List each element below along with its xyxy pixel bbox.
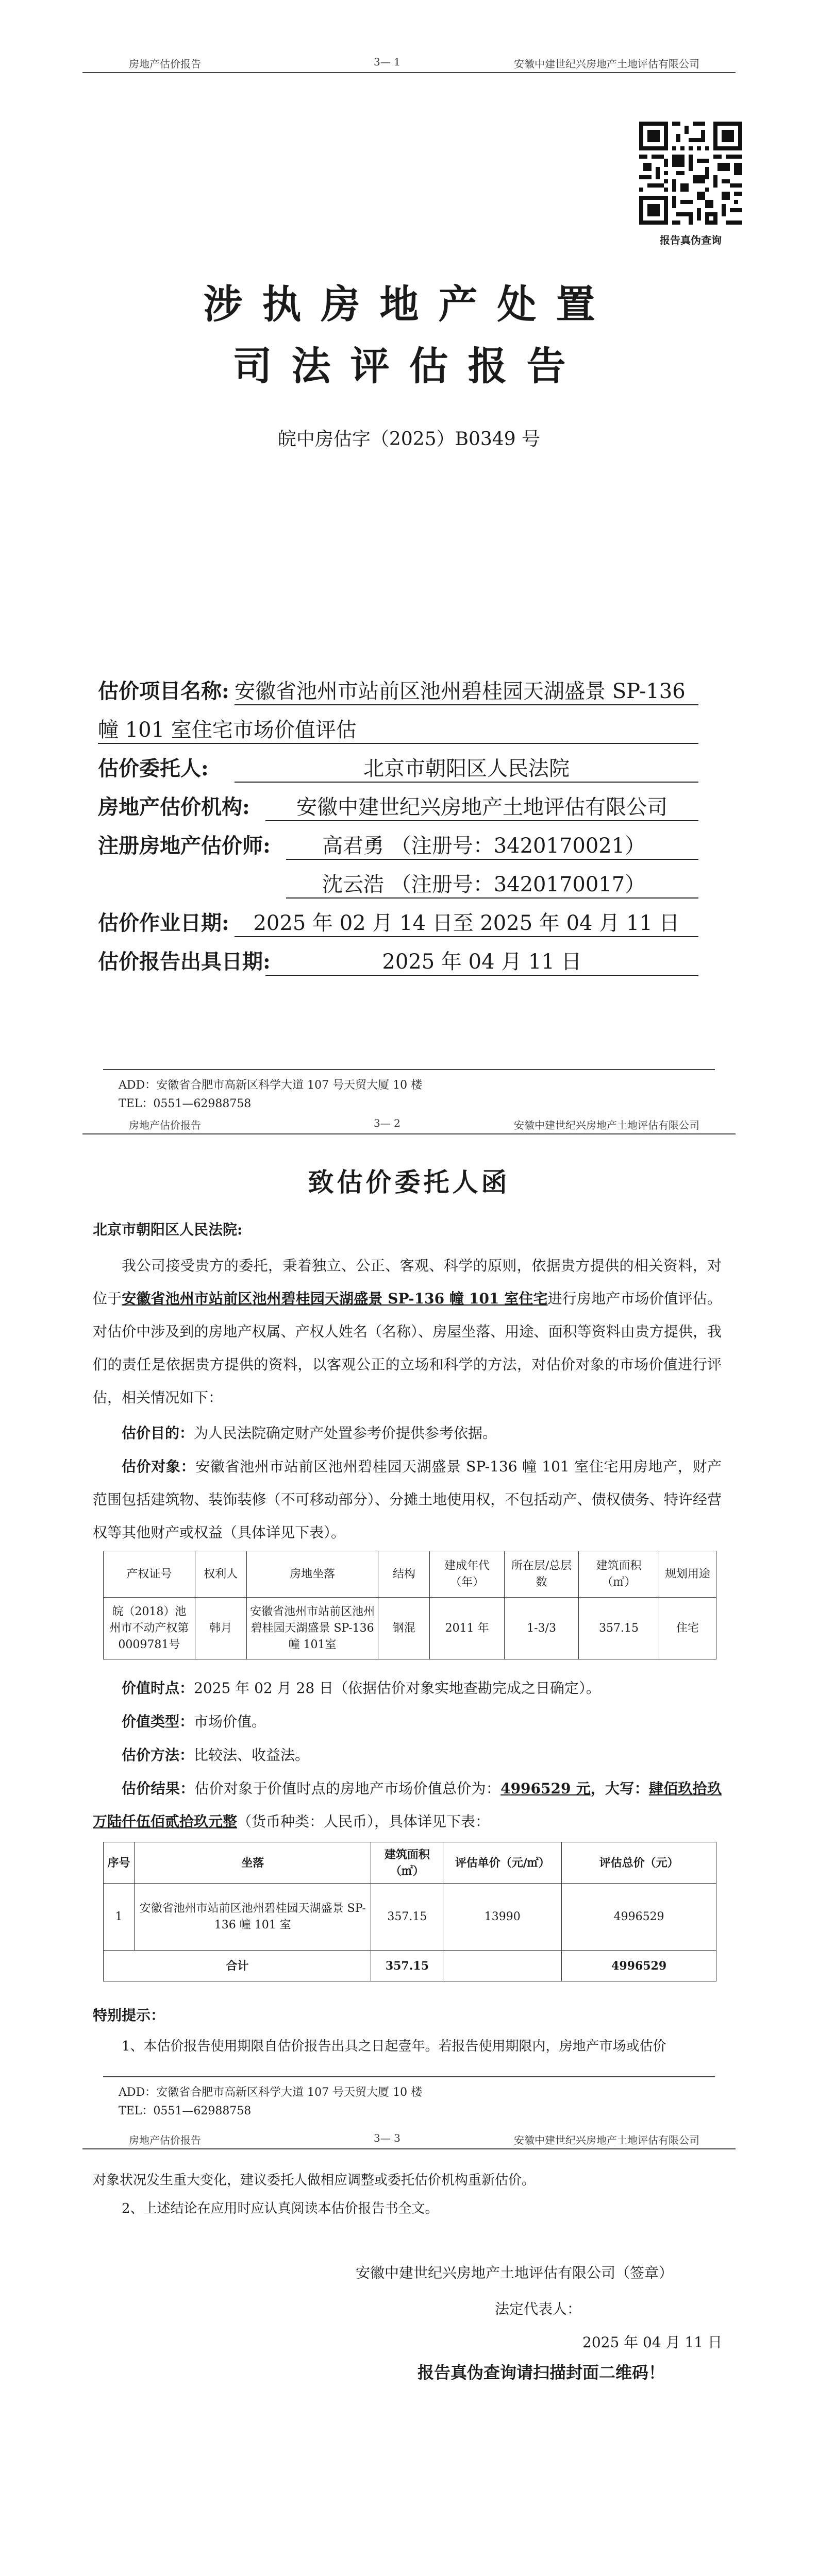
cell-located: 安徽省池州市站前区池州碧桂园天湖盛景 SP-136 幢 101 室 [134,1884,371,1951]
tips-label-text: 特别提示： [93,2007,165,2024]
issue-date-label: 估价报告出具日期: [98,950,271,974]
value-type-label: 价值类型： [122,1713,194,1730]
value-time-label: 价值时点： [122,1680,194,1697]
report-number: 皖中房估字（2025）B0349 号 [277,429,541,450]
addressee-text: 北京市朝阳区人民法院: [93,1221,243,1238]
total-value: 4996529 [562,1951,716,1981]
result-tail: （货币种类：人民币），具体详见下表： [237,1813,490,1830]
th-structure: 结构 [378,1551,430,1598]
issue-date-value [265,945,698,976]
total-label: 合计 [104,1951,371,1981]
th-floor: 所在层/总层数 [504,1551,578,1598]
value-time-value: 2025 年 02 月 28 日（依据估价对象实地查勘完成之日确定）。 [194,1680,601,1697]
project-value-line1: 安徽省池州市站前区池州碧桂园天湖盛景 SP-136 [235,675,698,705]
footer-tel: TEL：0551—62988758 [119,2105,252,2117]
tip-1-cont-text: 对象状况发生重大变化，建议委托人做相应调整或委托估价机构重新估价。 [93,2173,536,2188]
addressee [93,1213,722,1246]
cover-page [0,0,818,1110]
valuation-table-header [104,1842,716,1884]
th-seq: 序号 [104,1842,135,1884]
running-header [0,52,818,72]
property-table [103,1551,716,1659]
intro-text: 我公司接受贵方的委托，秉着独立、公正、客观、科学的原则，依据贵方提供的相关资料，对位于 [93,1257,722,1307]
valuation-table [103,1842,716,1981]
tips-label [93,1999,722,2032]
intro-paragraph [93,1249,722,1414]
project-value-line2: 幢 101 室住宅市场价值评估 [98,714,698,744]
work-date-value [235,907,698,937]
cell-year: 2011 年 [430,1598,504,1659]
sign-representative: 法定代表人： [495,2300,582,2317]
appraiser-label: 注册房地产估价师: [98,834,271,858]
client-value-text: 北京市朝阳区人民法院 [363,757,570,781]
table-row [104,1598,716,1659]
cover-title-line1: 涉执房地产处置 [203,281,615,327]
method-line [93,1739,722,1772]
object-label: 估价对象： [122,1458,196,1475]
result-upper: 肆佰玖拾玖万陆仟伍佰贰拾玖元整 [93,1780,722,1830]
header-rule [82,72,736,73]
appraiser-1 [286,829,698,860]
th-total-price: 评估总价（元） [562,1842,716,1884]
value-time-line [93,1672,722,1705]
table-row [104,1884,716,1951]
header-page-number: 3— 1 [374,56,400,68]
project-label: 估价项目名称: [98,679,229,703]
header-left: 房地产估价报告 [129,1119,201,1131]
cell-floor: 1-3/3 [504,1598,578,1659]
cell-unit-price: 13990 [443,1884,562,1951]
running-header [0,2128,818,2148]
header-right: 安徽中建世纪兴房地产土地评估有限公司 [514,58,699,70]
header-rule [82,1133,736,1134]
total-empty [443,1951,562,1981]
cell-building-area: 357.15 [371,1884,443,1951]
header-rule [82,2148,736,2149]
qr-code-icon[interactable] [639,122,742,225]
total-row [104,1951,716,1981]
purpose-value: 为人民法院确定财产处置参考价提供参考依据。 [194,1425,497,1442]
cell-location: 安徽省池州市站前区池州碧桂园天湖盛景 SP-136 幢 101室 [246,1598,378,1659]
footer-address: ADD：安徽省合肥市高新区科学大道 107 号天贸大厦 10 楼 [119,1079,423,1092]
appraiser-1-text: 高君勇 （注册号：3420170021） [322,834,646,858]
cell-structure: 钢混 [378,1598,430,1659]
result-amount: 4996529 元 [500,1780,591,1797]
qr-caption: 报告真伪查询 [660,234,722,246]
cell-area: 357.15 [579,1598,659,1659]
work-date-text: 2025 年 02 月 14 日至 2025 年 04 月 11 日 [253,911,680,935]
footer-address: ADD：安徽省合肥市高新区科学大道 107 号天贸大厦 10 楼 [119,2086,423,2099]
result-line [93,1772,722,1838]
result-post: ，大写： [590,1780,649,1797]
header-left: 房地产估价报告 [129,2134,201,2146]
tip-2-text: 2、上述结论在应用时应认真阅读本估价报告书全文。 [122,2201,439,2216]
value-type-line [93,1705,722,1738]
object-value: 安徽省池州市站前区池州碧桂园天湖盛景 SP-136 幢 101 室住宅用房地产，财产范围包括建筑物、装饰装修（不可移动部分）、分摊土地使用权，不包括动产、债权债务、特许经营权等其他财产或权益（具体详见下表）。 [93,1458,722,1541]
th-cert: 产权证号 [104,1551,195,1598]
header-left: 房地产估价报告 [129,58,201,70]
cell-use: 住宅 [659,1598,716,1659]
letter-continued-page [0,2128,818,2576]
issue-date-text: 2025 年 04 月 11 日 [382,950,582,974]
footer-rule [103,2076,715,2077]
property-table-header [104,1551,716,1598]
header-page-number: 3— 2 [374,1117,400,1129]
cell-cert: 皖（2018）池州市不动产权第0009781号 [104,1598,195,1659]
agency-value-text: 安徽中建世纪兴房地产土地评估有限公司 [296,795,667,819]
th-year: 建成年代（年） [430,1551,504,1598]
appraiser-2-text: 沈云浩 （注册号：3420170017） [322,873,646,896]
total-area: 357.15 [371,1951,443,1981]
th-use: 规划用途 [659,1551,716,1598]
tip-1 [93,2030,722,2063]
result-pre: 估价对象于价值时点的房地产市场价值总价为： [194,1780,501,1797]
letter-page [0,1113,818,2164]
cell-owner: 韩月 [195,1598,246,1659]
footer-tel: TEL：0551—62988758 [119,1097,252,1110]
th-location: 房地坐落 [246,1551,378,1598]
intro-rest: 进行房地产市场价值评估。对估价中涉及到的房地产权属、产权人姓名（名称）、房屋坐落、用途、面积等资料由贵方提供，我们的责任是依据贵方提供的资料，以客观公正的立场和科学的方法，对估价对象的市场价值进行评估，相关情况如下： [93,1290,722,1406]
header-page-number: 3— 3 [374,2132,400,2144]
purpose-label: 估价目的： [122,1425,194,1442]
method-value: 比较法、收益法。 [194,1747,310,1764]
purpose-line [93,1417,722,1450]
value-type-value: 市场价值。 [194,1713,266,1730]
agency-value [265,791,698,821]
header-right: 安徽中建世纪兴房地产土地评估有限公司 [514,2134,699,2146]
th-building-area: 建筑面积（㎡） [371,1842,443,1884]
sign-company: 安徽中建世纪兴房地产土地评估有限公司（签章） [356,2264,674,2281]
th-located: 坐落 [134,1842,371,1884]
intro-property: 安徽省池州市站前区池州碧桂园天湖盛景 SP-136 幢 101 室住宅 [122,1290,548,1307]
letter-title: 致估价委托人函 [308,1167,510,1197]
cell-seq: 1 [104,1884,135,1951]
cover-title-line2: 司法评估报告 [232,343,586,389]
running-header [0,1113,818,1133]
header-right: 安徽中建世纪兴房地产土地评估有限公司 [514,1119,699,1131]
verify-note: 报告真伪查询请扫描封面二维码！ [418,2363,665,2382]
footer-rule [103,1069,715,1070]
tip-1-text: 1、本估价报告使用期限自估价报告出具之日起壹年。若报告使用期限内，房地产市场或估价 [122,2039,666,2054]
sign-date: 2025 年 04 月 11 日 [582,2334,723,2351]
th-unit-price: 评估单价（元/㎡） [443,1842,562,1884]
tip-2 [93,2192,722,2225]
appraiser-2 [286,868,698,899]
client-label: 估价委托人: [98,756,209,781]
agency-label: 房地产估价机构: [98,795,250,819]
cell-total-price: 4996529 [562,1884,716,1951]
object-line [93,1450,722,1549]
th-area: 建筑面积（㎡） [579,1551,659,1598]
th-owner: 权利人 [195,1551,246,1598]
result-label: 估价结果： [122,1780,195,1797]
client-value [235,752,698,783]
work-date-label: 估价作业日期: [98,911,229,935]
method-label: 估价方法： [122,1747,194,1764]
